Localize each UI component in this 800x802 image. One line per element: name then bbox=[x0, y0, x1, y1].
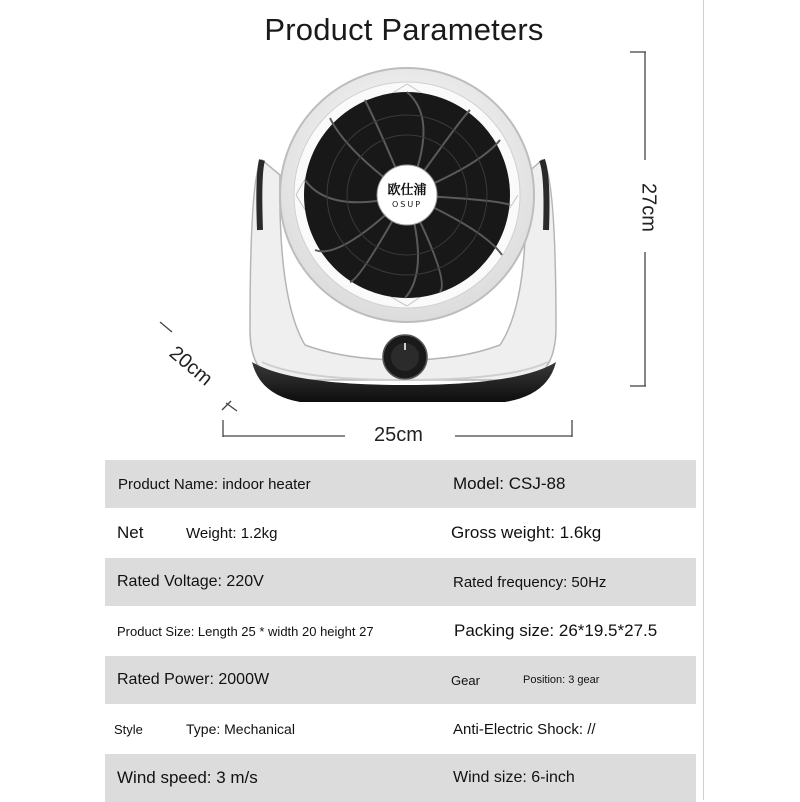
parameters-table bbox=[105, 460, 696, 802]
table-row bbox=[105, 606, 696, 656]
table-row bbox=[105, 460, 696, 508]
net-label-cell: Net bbox=[117, 523, 144, 542]
table-row bbox=[105, 656, 696, 704]
model-cell: Model: CSJ-88 bbox=[453, 474, 566, 493]
table-row bbox=[105, 508, 696, 558]
product-name-cell: Product Name: indoor heater bbox=[118, 475, 311, 493]
table-row bbox=[105, 704, 696, 754]
style-label-cell: Style bbox=[114, 721, 143, 737]
gear-position-cell: Position: 3 gear bbox=[523, 674, 600, 686]
table-row bbox=[105, 558, 696, 606]
rated-frequency-cell: Rated frequency: 50Hz bbox=[453, 573, 607, 591]
depth-dimension-label: 20cm bbox=[164, 341, 217, 391]
rated-power-cell: Rated Power: 2000W bbox=[117, 671, 270, 688]
width-dimension-label: 25cm bbox=[374, 424, 423, 446]
brand-logo-cn: 欧仕浦 bbox=[387, 183, 427, 198]
page-title: Product Parameters bbox=[264, 12, 544, 47]
gear-label-cell: Gear bbox=[451, 672, 480, 688]
brand-logo-en: OSUP bbox=[391, 200, 423, 209]
packing-size-cell: Packing size: 26*19.5*27.5 bbox=[454, 621, 658, 640]
wind-speed-cell: Wind speed: 3 m/s bbox=[117, 768, 258, 787]
table-row bbox=[105, 754, 696, 802]
type-cell: Type: Mechanical bbox=[186, 721, 295, 737]
wind-size-cell: Wind size: 6-inch bbox=[453, 769, 575, 786]
net-weight-cell: Weight: 1.2kg bbox=[186, 524, 278, 542]
height-dimension-label: 27cm bbox=[637, 183, 660, 232]
product-size-cell: Product Size: Length 25 * width 20 height 27 bbox=[117, 623, 374, 639]
gross-weight-cell: Gross weight: 1.6kg bbox=[451, 523, 602, 542]
anti-electric-shock-cell: Anti-Electric Shock: // bbox=[453, 720, 596, 738]
rated-voltage-cell: Rated Voltage: 220V bbox=[117, 573, 264, 590]
